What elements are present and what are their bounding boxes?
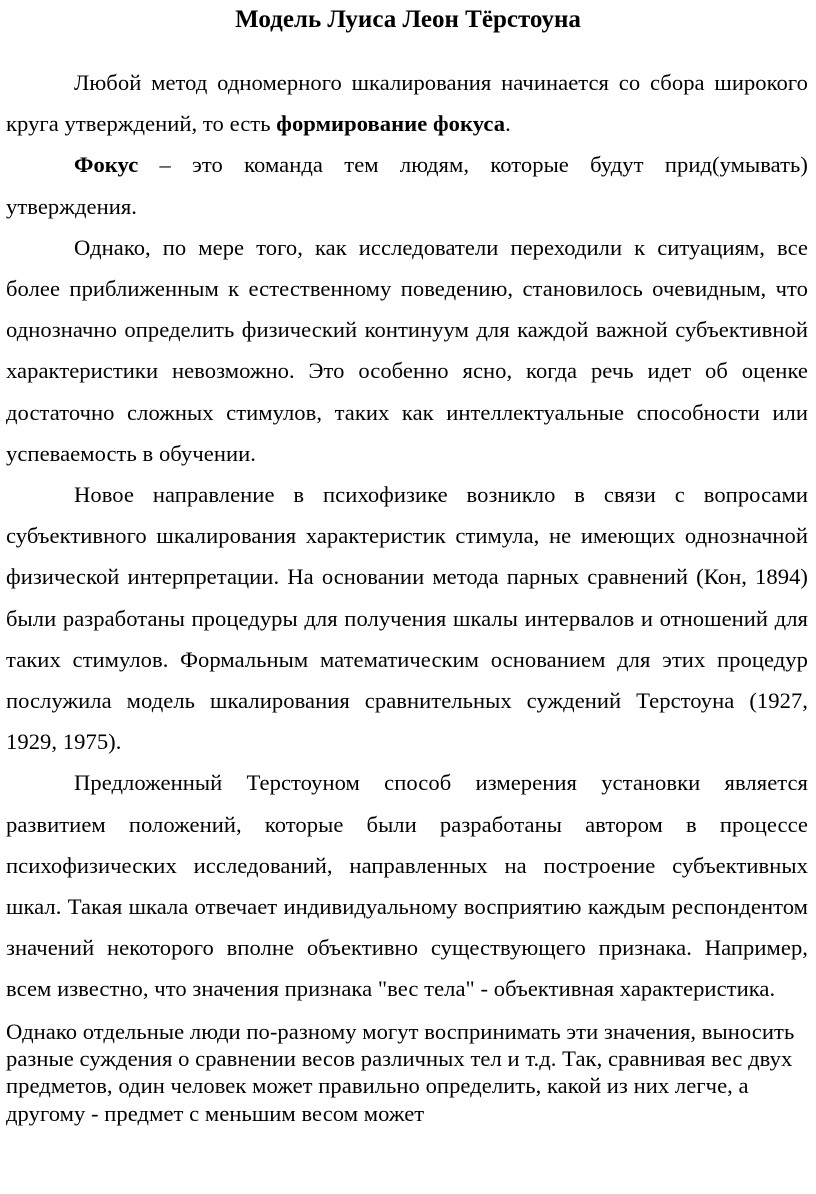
paragraph-4: Новое направление в психофизике возникло в связи с вопросами субъективного шкалирования характеристик стимула, не имеющих однозначной физической интерпретации. На основании метода парных сравнений (Кон, 1894) были разработаны процедуры для получения шкалы интервалов и отношений для таких стимулов. Формальным математическим основанием для этих процедур послужила модель шкалирования сравнительных суждений Терстоуна (1927, 1929, 1975). [6, 482, 808, 755]
document-body [6, 62, 808, 1127]
paragraph-2 [6, 144, 808, 226]
paragraph-1-text-b: . [505, 111, 511, 137]
paragraph-1 [6, 62, 808, 144]
paragraph-2-bold: Фокус [74, 152, 139, 178]
paragraph-2-text: – это команда тем людям, которые будут прид(умывать) утверждения. [6, 152, 808, 219]
paragraph-3: Однако, по мере того, как исследователи переходили к ситуациям, все более приближенным к естественному поведению, становилось очевидным, что однозначно определить физический континуум для каждой важной субъективной характеристики невозможно. Это особенно ясно, когда речь идет об оценке достаточно сложных стимулов, таких как интеллектуальные способности или успеваемость в обучении. [6, 234, 808, 466]
paragraph-1-bold: формирование фокуса [276, 111, 506, 137]
paragraph-5: Предложенный Терстоуном способ измерения установки является развитием положений, которые были разработаны автором в процессе психофизических исследований, направленных на построение субъективных шкал. Такая шкала отвечает индивидуальному восприятию каждым респондентом значений некоторого вполне объективно существующего признака. Например, всем известно, что значения признака "вес тела" - объективная характеристика. [6, 770, 808, 1002]
paragraph-1-text-a: Любой метод одномерного шкалирования начинается со сбора широкого круга утверждений, то есть [6, 70, 808, 137]
paragraph-6: Однако отдельные люди по-разному могут воспринимать эти значения, выносить разные суждения о сравнении весов различных тел и т.д. Так, сравнивая вес двух предметов, один человек может правильно определить, какой из них легче, а другому - предмет с меньшим весом может [6, 1018, 795, 1126]
document-title: Модель Луиса Леон Тёрстоуна [235, 6, 581, 33]
